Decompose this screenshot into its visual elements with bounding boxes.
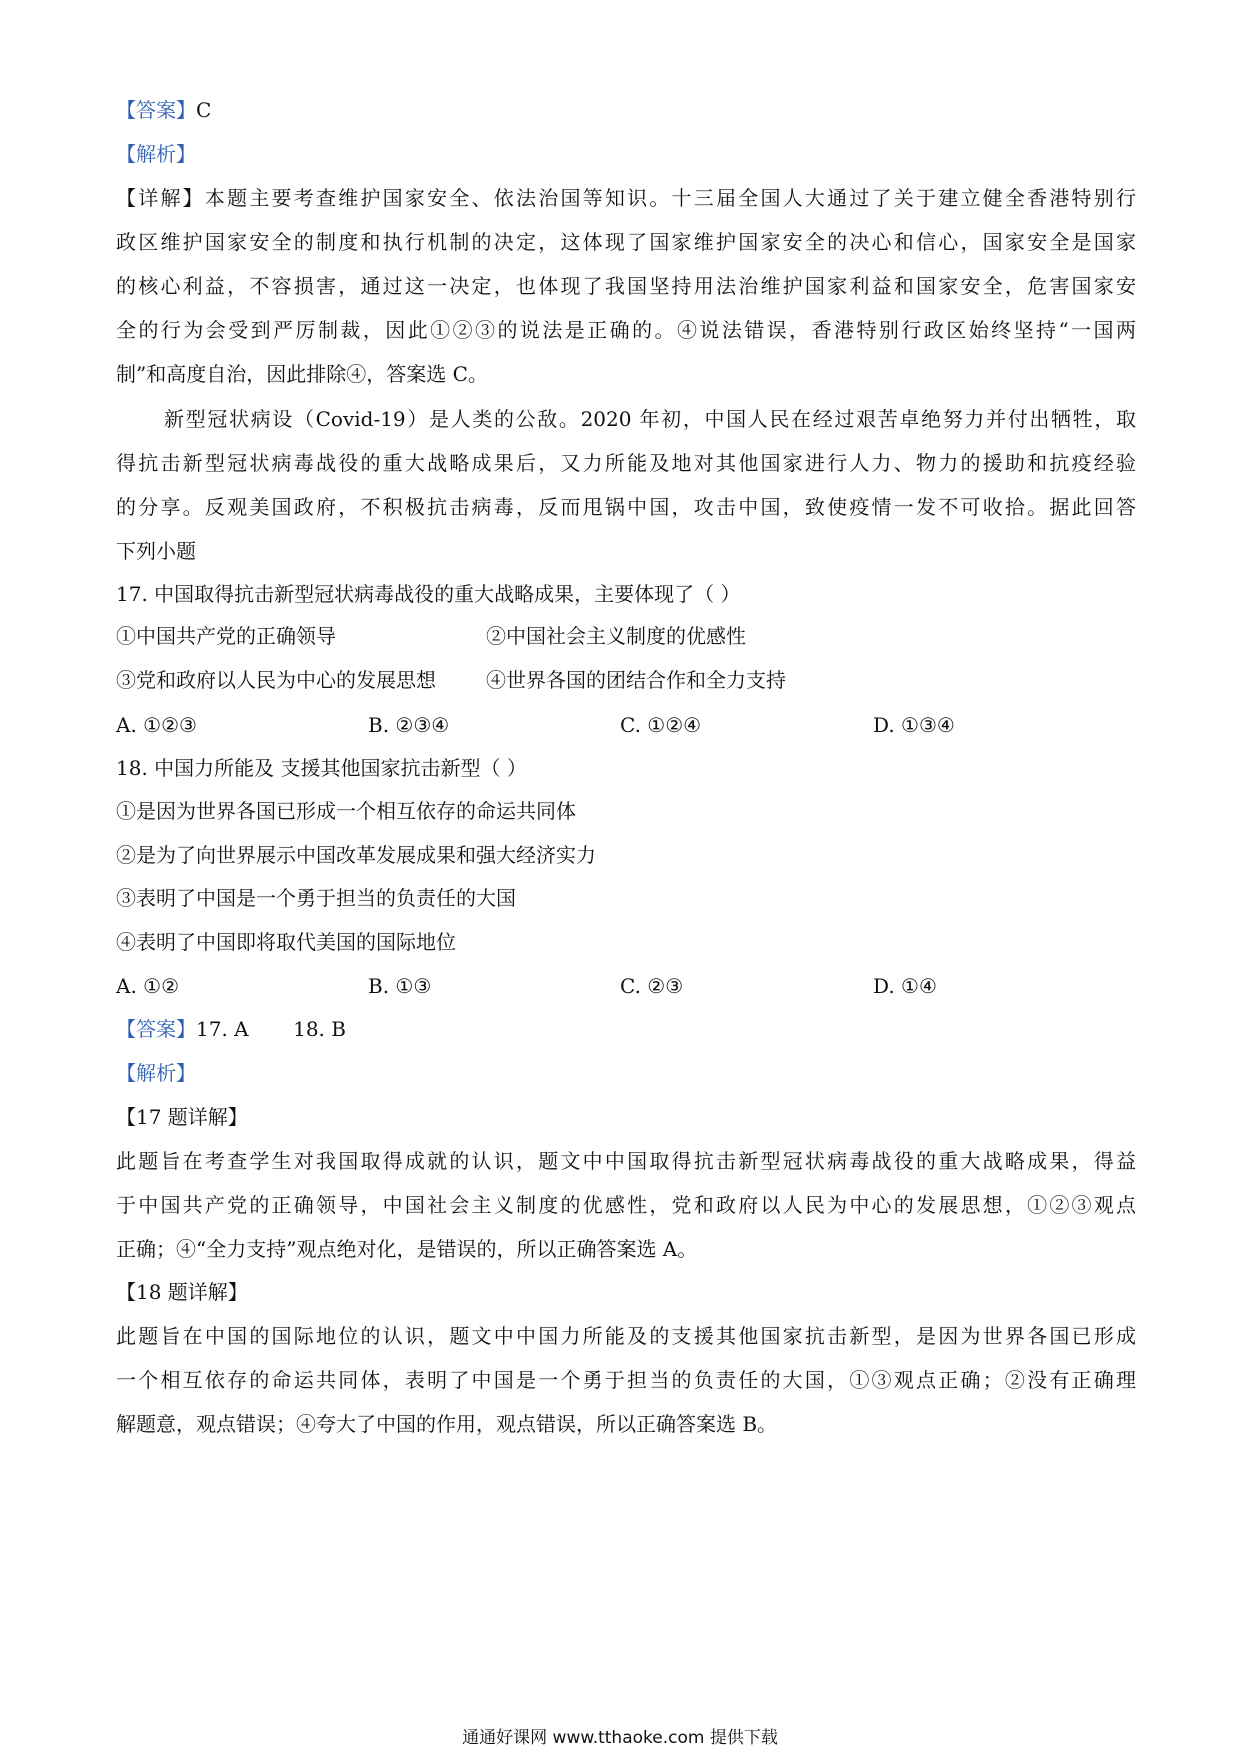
q18-option-a: A. ①② xyxy=(116,974,180,998)
detail-line: 的核心利益，不容损害，通过这一决定，也体现了我国坚持用法治维护国家利益和国家安全，危害国家安 xyxy=(116,274,1136,298)
detail-line: 全的行为会受到严厉制裁，因此①②③的说法是正确的。④说法错误，香港特别行政区始终坚持“一国两 xyxy=(116,318,1136,342)
footer-watermark: 通通好课网 www.tthaoke.com 提供下载 xyxy=(462,1728,778,1748)
answer-value: C xyxy=(196,98,212,122)
q18-statement-2: ②是为了向世界展示中国改革发展成果和强大经济实力 xyxy=(116,843,596,867)
detail-18-line: 解题意，观点错误；④夸大了中国的作用，观点错误，所以正确答案选 B。 xyxy=(116,1412,778,1436)
detail-line: 制”和高度自治，因此排除④，答案选 C。 xyxy=(116,362,488,386)
q17-statement-2: ②中国社会主义制度的优感性 xyxy=(486,624,746,648)
detail-18-line: 一个相互依存的命运共同体，表明了中国是一个勇于担当的负责任的大国，①③观点正确；②没有正确理 xyxy=(116,1368,1136,1392)
answer-value: 17. A 18. B xyxy=(196,1017,346,1041)
analysis-label: 【解析】 xyxy=(116,142,196,166)
detail-18-line: 此题旨在中国的国际地位的认识，题文中中国力所能及的支援其他国家抗击新型，是因为世界各国已形成 xyxy=(116,1324,1136,1348)
detail-18-heading: 【18 题详解】 xyxy=(116,1280,248,1304)
material-line: 的分享。反观美国政府，不积极抗击病毒，反而甩锅中国，攻击中国，致使疫情一发不可收拾。据此回答 xyxy=(116,495,1136,519)
q18-statement-4: ④表明了中国即将取代美国的国际地位 xyxy=(116,930,456,954)
material-line: 新型冠状病设（Covid-19）是人类的公敌。2020 年初，中国人民在经过艰苦卓绝努力并付出牺牲，取 xyxy=(164,407,1136,431)
answer-label: 【答案】 xyxy=(116,1017,196,1041)
q17-statement-1: ①中国共产党的正确领导 xyxy=(116,624,336,648)
question-17-stem: 17. 中国取得抗击新型冠状病毒战役的重大战略成果，主要体现了（ ） xyxy=(116,582,741,606)
material-line: 得抗击新型冠状病毒战役的重大战略成果后，又力所能及地对其他国家进行人力、物力的援助和抗疫经验 xyxy=(116,451,1136,475)
q17-option-a: A. ①②③ xyxy=(116,713,197,737)
detail-17-line: 于中国共产党的正确领导，中国社会主义制度的优感性，党和政府以人民为中心的发展思想，①②③观点 xyxy=(116,1193,1136,1217)
detail-17-line: 正确；④“全力支持”观点绝对化，是错误的，所以正确答案选 A。 xyxy=(116,1237,698,1261)
q18-statement-3: ③表明了中国是一个勇于担当的负责任的大国 xyxy=(116,886,516,910)
q17-statement-3: ③党和政府以人民为中心的发展思想 xyxy=(116,668,436,692)
q17-option-b: B. ②③④ xyxy=(368,713,450,737)
q17-option-c: C. ①②④ xyxy=(620,713,702,737)
q17-statement-4: ④世界各国的团结合作和全力支持 xyxy=(486,668,786,692)
detail-17-line: 此题旨在考查学生对我国取得成就的认识，题文中中国取得抗击新型冠状病毒战役的重大战略成果，得益 xyxy=(116,1149,1136,1173)
q18-option-b: B. ①③ xyxy=(368,974,432,998)
q18-option-c: C. ②③ xyxy=(620,974,684,998)
answer-label: 【答案】 xyxy=(116,98,196,122)
q17-option-d: D. ①③④ xyxy=(873,713,955,737)
answer-line-2 xyxy=(116,1015,1136,1043)
detail-line: 政区维护国家安全的制度和执行机制的决定，这体现了国家维护国家安全的决心和信心，国家安全是国家 xyxy=(116,230,1136,254)
detail-17-heading: 【17 题详解】 xyxy=(116,1105,248,1129)
q18-statement-1: ①是因为世界各国已形成一个相互依存的命运共同体 xyxy=(116,799,576,823)
q18-option-d: D. ①④ xyxy=(873,974,937,998)
answer-line-1 xyxy=(116,96,1136,124)
detail-line: 【详解】本题主要考查维护国家安全、依法治国等知识。十三届全国人大通过了关于建立健全香港特别行 xyxy=(116,186,1136,210)
material-line: 下列小题 xyxy=(116,539,196,563)
analysis-label: 【解析】 xyxy=(116,1061,196,1085)
question-18-stem: 18. 中国力所能及 支援其他国家抗击新型（ ） xyxy=(116,756,527,780)
